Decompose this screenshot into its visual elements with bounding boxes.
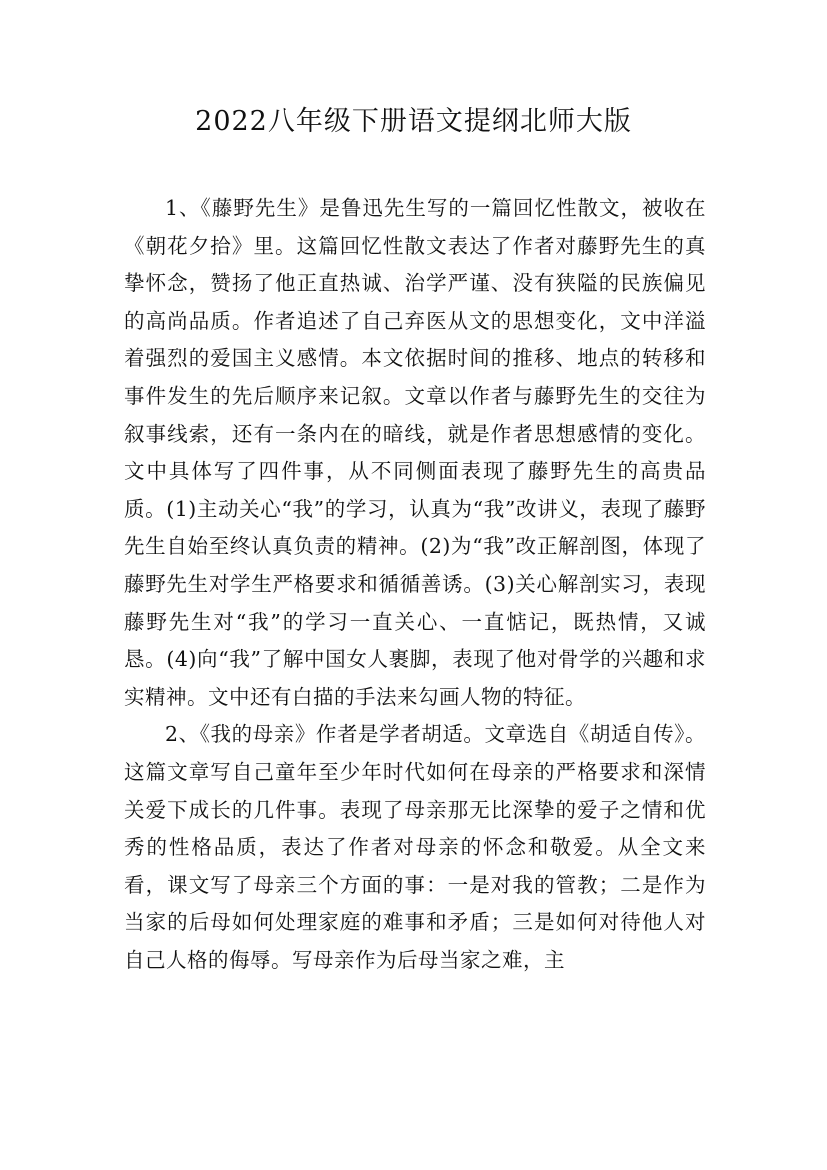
paragraph-2: 2、《我的母亲》作者是学者胡适。文章选自《胡适自传》。这篇文章写自己童年至少年时代如何在母亲的严格要求和深情关爱下成长的几件事。表现了母亲那无比深挚的爱子之情和优秀的性格品质，表达了作者对母亲的怀念和敬爱。从全文来看，课文写了母亲三个方面的事：一是对我的管教；二是作为当家的后母如何处理家庭的难事和矛盾；三是如何对待他人对自己人格的侮辱。写母亲作为后母当家之难，主 (124, 722, 706, 972)
document-title: 2022八年级下册语文提纲北师大版 (195, 106, 632, 137)
document-body (124, 190, 706, 979)
paragraph-1: 1、《藤野先生》是鲁迅先生写的一篇回忆性散文，被收在《朝花夕拾》里。这篇回忆性散文表达了作者对藤野先生的真挚怀念，赞扬了他正直热诚、治学严谨、没有狭隘的民族偏见的高尚品质。作者追述了自己弃医从文的思想变化，文中洋溢着强烈的爱国主义感情。本文依据时间的推移、地点的转移和事件发生的先后顺序来记叙。文章以作者与藤野先生的交往为叙事线索，还有一条内在的暗线，就是作者思想感情的变化。文中具体写了四件事，从不同侧面表现了藤野先生的高贵品质。(1)主动关心“我”的学习，认真为“我”改讲义，表现了藤野先生自始至终认真负责的精神。(2)为“我”改正解剖图，体现了藤野先生对学生严格要求和循循善诱。(3)关心解剖实习，表现藤野先生对“我”的学习一直关心、一直惦记，既热情，又诚恳。(4)向“我”了解中国女人裹脚，表现了他对骨学的兴趣和求实精神。文中还有白描的手法来勾画人物的特征。 (124, 196, 706, 709)
